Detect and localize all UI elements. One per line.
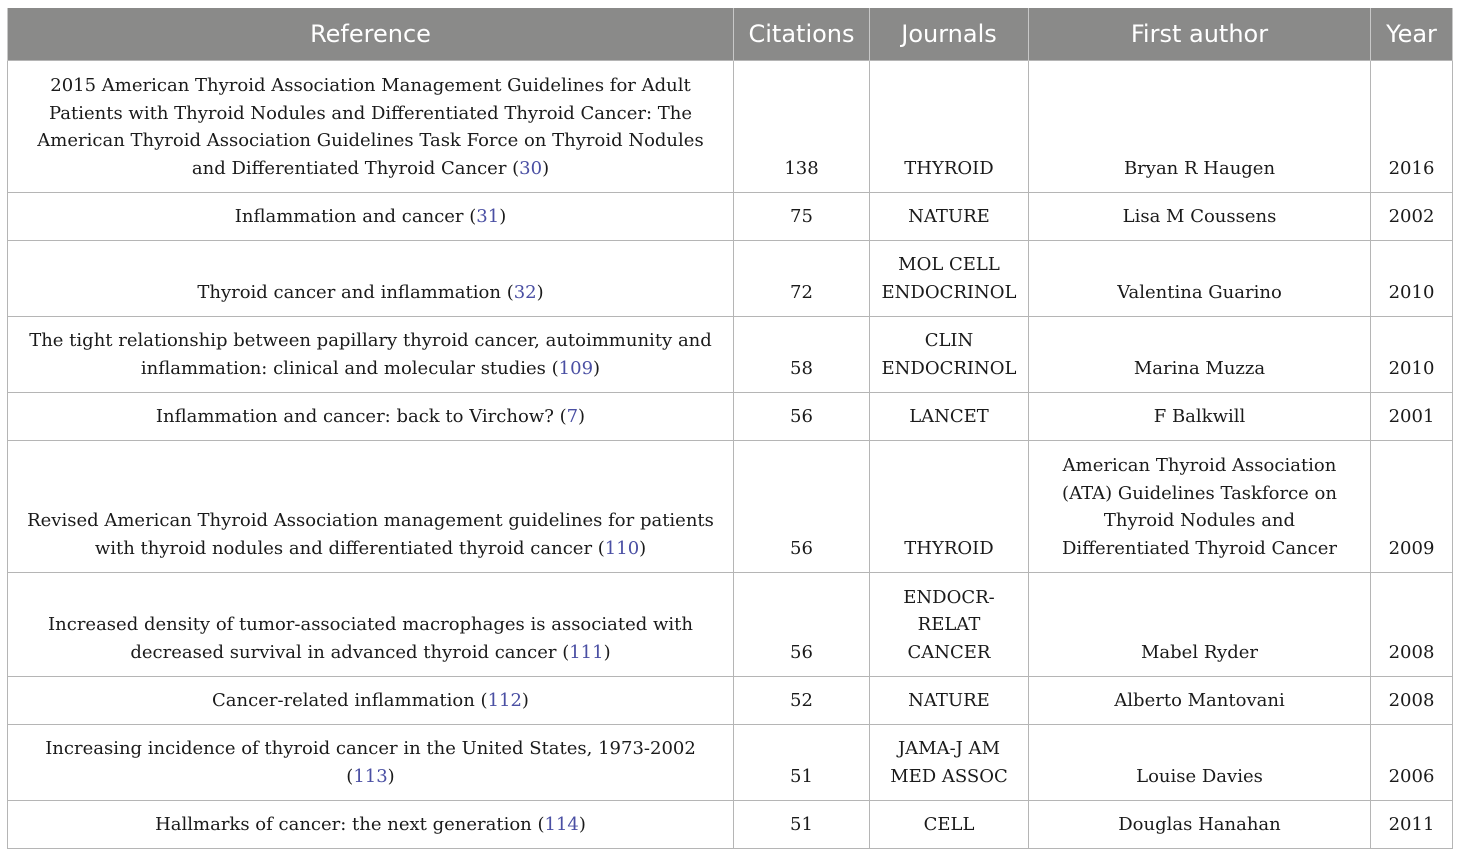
reference-title: Cancer-related inflammation <box>212 689 475 711</box>
table-row <box>8 61 1453 193</box>
year-cell: 2016 <box>1371 61 1453 193</box>
reference-title: Inflammation and cancer <box>234 205 464 227</box>
reference-title: 2015 American Thyroid Association Management Guidelines for Adult Patients with Thyroid Nodules and Differentiated Thyroid Cancer: The American Thyroid Association Guidelines Task Force on Thyroid Nodules and Differentiated Thyroid Cancer <box>37 75 704 179</box>
citation-link[interactable]: 109 <box>558 357 594 379</box>
citation-link[interactable]: 111 <box>569 641 604 663</box>
citations-cell: 52 <box>734 677 870 725</box>
year-cell: 2011 <box>1371 801 1453 849</box>
table-row <box>8 317 1453 393</box>
citations-cell: 75 <box>734 193 870 241</box>
table-row <box>8 801 1453 849</box>
reference-title: Hallmarks of cancer: the next generation <box>155 813 532 835</box>
reference-cell: Cancer-related inflammation (112) <box>8 677 734 725</box>
table-row <box>8 725 1453 801</box>
citations-cell: 51 <box>734 725 870 801</box>
reference-cell: The tight relationship between papillary thyroid cancer, autoimmunity and inflammation: clinical and molecular studies (109) <box>8 317 734 393</box>
citation-link[interactable]: 113 <box>353 765 388 787</box>
reference-title: Revised American Thyroid Association management guidelines for patients with thyroid nodules and differentiated thyroid cancer <box>27 510 714 559</box>
table-row <box>8 441 1453 573</box>
citation-link[interactable]: 114 <box>544 813 579 835</box>
journal-cell: LANCET <box>870 393 1029 441</box>
year-cell: 2006 <box>1371 725 1453 801</box>
journal-cell: THYROID <box>870 61 1029 193</box>
citation-link[interactable]: 7 <box>566 405 579 427</box>
table-row <box>8 573 1453 677</box>
reference-cell: 2015 American Thyroid Association Management Guidelines for Adult Patients with Thyroid Nodules and Differentiated Thyroid Cancer: The American Thyroid Association Guidelines Task Force on Thyroid Nodules and Differentiated Thyroid Cancer (30) <box>8 61 734 193</box>
header-first-author: First author <box>1029 8 1371 61</box>
reference-title: Increased density of tumor-associated macrophages is associated with decreased survival in advanced thyroid cancer <box>48 614 693 663</box>
author-cell: American Thyroid Association (ATA) Guidelines Taskforce on Thyroid Nodules and Differentiated Thyroid Cancer <box>1029 441 1371 573</box>
references-table <box>7 8 1453 849</box>
table-row <box>8 241 1453 317</box>
reference-title: Inflammation and cancer: back to Virchow? <box>155 405 554 427</box>
citations-cell: 56 <box>734 441 870 573</box>
year-cell: 2001 <box>1371 393 1453 441</box>
citation-link[interactable]: 110 <box>604 537 640 559</box>
author-cell: F Balkwill <box>1029 393 1371 441</box>
author-cell: Douglas Hanahan <box>1029 801 1371 849</box>
year-cell: 2010 <box>1371 241 1453 317</box>
table-header-row <box>8 8 1453 61</box>
journal-cell: NATURE <box>870 193 1029 241</box>
author-cell: Louise Davies <box>1029 725 1371 801</box>
reference-cell: Revised American Thyroid Association management guidelines for patients with thyroid nodules and differentiated thyroid cancer (110) <box>8 441 734 573</box>
table-row <box>8 193 1453 241</box>
author-cell: Bryan R Haugen <box>1029 61 1371 193</box>
reference-cell: Thyroid cancer and inflammation (32) <box>8 241 734 317</box>
citation-link[interactable]: 112 <box>487 689 522 711</box>
reference-cell: Increasing incidence of thyroid cancer in the United States, 1973-2002 (113) <box>8 725 734 801</box>
reference-cell: Inflammation and cancer (31) <box>8 193 734 241</box>
citations-cell: 51 <box>734 801 870 849</box>
citation-link[interactable]: 31 <box>476 205 500 227</box>
reference-title: The tight relationship between papillary thyroid cancer, autoimmunity and inflammation: clinical and molecular studies <box>29 330 712 379</box>
citations-cell: 56 <box>734 573 870 677</box>
journal-cell: ENDOCR-RELAT CANCER <box>870 573 1029 677</box>
journal-cell: CELL <box>870 801 1029 849</box>
header-reference: Reference <box>8 8 734 61</box>
reference-title: Increasing incidence of thyroid cancer in the United States, 1973-2002 <box>45 738 696 759</box>
year-cell: 2009 <box>1371 441 1453 573</box>
year-cell: 2010 <box>1371 317 1453 393</box>
header-year: Year <box>1371 8 1453 61</box>
table-row <box>8 677 1453 725</box>
references-table-container <box>7 8 1452 849</box>
header-journals: Journals <box>870 8 1029 61</box>
year-cell: 2008 <box>1371 573 1453 677</box>
journal-cell: MOL CELL ENDOCRINOL <box>870 241 1029 317</box>
citations-cell: 56 <box>734 393 870 441</box>
reference-cell: Inflammation and cancer: back to Virchow? (7) <box>8 393 734 441</box>
author-cell: Lisa M Coussens <box>1029 193 1371 241</box>
header-citations: Citations <box>734 8 870 61</box>
citation-link[interactable]: 30 <box>519 157 543 179</box>
reference-cell: Increased density of tumor-associated macrophages is associated with decreased survival in advanced thyroid cancer (111) <box>8 573 734 677</box>
journal-cell: JAMA-J AM MED ASSOC <box>870 725 1029 801</box>
table-row <box>8 393 1453 441</box>
citation-link[interactable]: 32 <box>513 281 537 303</box>
year-cell: 2008 <box>1371 677 1453 725</box>
reference-title: Thyroid cancer and inflammation <box>197 281 501 303</box>
journal-cell: CLIN ENDOCRINOL <box>870 317 1029 393</box>
journal-cell: THYROID <box>870 441 1029 573</box>
citations-cell: 58 <box>734 317 870 393</box>
author-cell: Mabel Ryder <box>1029 573 1371 677</box>
journal-cell: NATURE <box>870 677 1029 725</box>
citations-cell: 72 <box>734 241 870 317</box>
author-cell: Valentina Guarino <box>1029 241 1371 317</box>
citations-cell: 138 <box>734 61 870 193</box>
author-cell: Alberto Mantovani <box>1029 677 1371 725</box>
year-cell: 2002 <box>1371 193 1453 241</box>
author-cell: Marina Muzza <box>1029 317 1371 393</box>
reference-cell: Hallmarks of cancer: the next generation (114) <box>8 801 734 849</box>
